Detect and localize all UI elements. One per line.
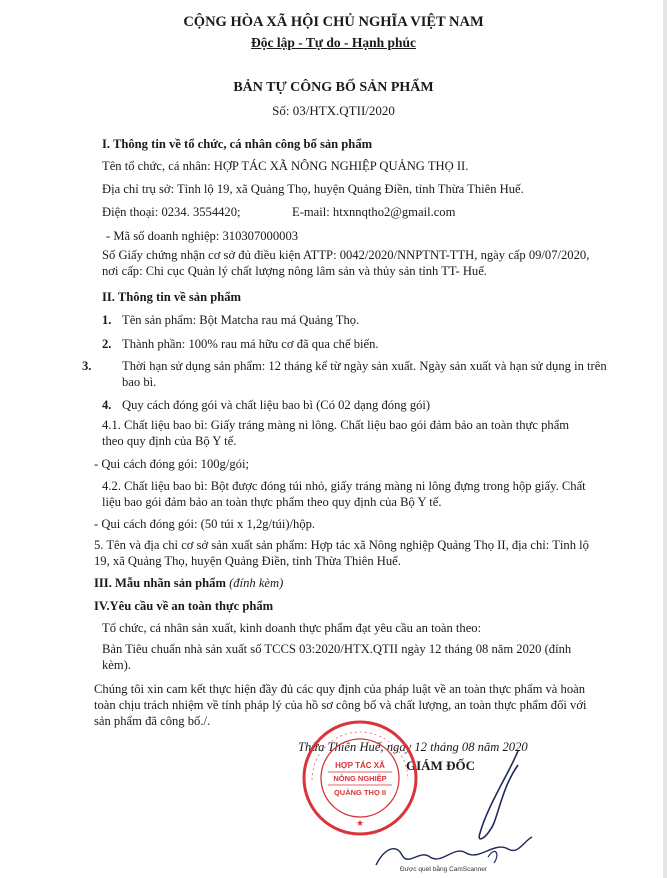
food-safety-certificate: Số Giấy chứng nhận cơ sở đủ điều kiện ATTP: 0042/2020/NNPTNT-TTH, ngày cấp 09/07/2020, nơi cấp: Chi cục Quản lý chất lượng nông lâm sản và thủy sản tỉnh TT- Huế. <box>102 248 590 278</box>
org-name: Tên tổ chức, cá nhân: HỢP TÁC XÃ NÔNG NGHIỆP QUẢNG THỌ II. <box>102 159 469 173</box>
producer-info: 5. Tên và địa chỉ cơ sở sản xuất sản phẩm: Hợp tác xã Nông nghiệp Quảng Thọ II, địa chỉ: Tỉnh lộ 19, xã Quảng Thọ, huyện Quảng Điền, tỉnh Thừa Thiên Huế. <box>94 538 589 568</box>
place-date: Thừa Thiên Huế, ngày 12 tháng 08 năm 2020 <box>298 740 528 754</box>
stamp-line-3: QUẢNG THỌ II <box>333 788 387 797</box>
document-title: BẢN TỰ CÔNG BỐ SẢN PHẨM <box>233 80 434 95</box>
org-email: E-mail: htxnnqtho2@gmail.com <box>292 205 456 219</box>
nation-header: CỘNG HÒA XÃ HỘI CHỦ NGHĨA VIỆT NAM <box>183 14 484 30</box>
section3-heading <box>94 575 594 591</box>
item-number: 4. <box>102 398 112 412</box>
business-code: - Mã số doanh nghiệp: 310307000003 <box>106 229 299 243</box>
section3-note: (đính kèm) <box>229 576 284 590</box>
commitment-statement: Chúng tôi xin cam kết thực hiện đầy đủ các quy định của pháp luật về an toàn thực phẩm và hoàn toàn chịu trách nhiệm về tính pháp lý của hồ sơ công bố và chất lượng, an toàn thực phẩm đối với sản phẩm đã công bố./. <box>94 682 587 728</box>
stamp-line-2: NÔNG NGHIỆP <box>333 774 387 783</box>
section3-title: III. Mẫu nhãn sản phẩm <box>94 576 226 590</box>
product-item-4 <box>102 397 602 413</box>
org-address: Địa chỉ trụ sở: Tỉnh lộ 19, xã Quảng Thọ, huyện Quảng Điền, tỉnh Thừa Thiên Huế. <box>102 182 524 196</box>
signer-title: GIÁM ĐỐC <box>406 758 475 773</box>
motto <box>0 35 667 51</box>
item-text: Thời hạn sử dụng sản phẩm: 12 tháng kể từ ngày sản xuất. Ngày sản xuất và hạn sử dụng in trên bao bì. <box>122 359 607 389</box>
product-item-3 <box>82 358 610 390</box>
packaging-2-spec: - Qui cách đóng gói: (50 túi x 1,2g/túi)/hộp. <box>94 517 316 531</box>
packaging-1-material: 4.1. Chất liệu bao bì: Giấy tráng màng ni lông. Chất liệu bao gói đảm bảo an toàn thực phẩm theo quy định của Bộ Y tế. <box>102 418 570 448</box>
safety-line-1: Tổ chức, cá nhân sản xuất, kinh doanh thực phẩm đạt yêu cầu an toàn theo: <box>102 621 482 635</box>
org-phone: Điện thoại: 0234. 3554420; <box>102 205 241 219</box>
item-number: 3. <box>82 359 92 373</box>
business-code-text: Mã số doanh nghiệp: 310307000003 <box>113 229 299 243</box>
item-number: 2. <box>102 337 112 351</box>
stamp-line-1: HỢP TÁC XÃ <box>335 761 385 770</box>
item-text: Tên sản phẩm: Bột Matcha rau má Quảng Thọ. <box>122 313 360 327</box>
product-item-2 <box>102 336 602 352</box>
handwritten-signature <box>368 745 538 875</box>
scanner-watermark: Được quét bằng CamScanner <box>400 866 488 873</box>
star-icon: ★ <box>355 818 365 828</box>
motto-text: Độc lập - Tự do - Hạnh phúc <box>250 35 417 50</box>
item-text: Thành phần: 100% rau má hữu cơ đã qua chế biến. <box>122 337 379 351</box>
item-text: Quy cách đóng gói và chất liệu bao bì (Có 02 dạng đóng gói) <box>122 398 431 412</box>
packaging-1-spec: - Qui cách đóng gói: 100g/gói; <box>94 457 249 471</box>
section2-heading: II. Thông tin về sản phẩm <box>102 290 242 304</box>
section4-heading: IV.Yêu cầu về an toàn thực phẩm <box>94 599 274 613</box>
safety-line-2: Bản Tiêu chuẩn nhà sản xuất số TCCS 03:2020/HTX.QTII ngày 12 tháng 08 năm 2020 (đính kèm). <box>102 642 572 672</box>
product-item-1 <box>102 312 602 328</box>
item-number: 1. <box>102 313 112 327</box>
document-number: Số: 03/HTX.QTII/2020 <box>272 103 395 118</box>
packaging-2-material: 4.2. Chất liệu bao bì: Bột được đóng túi nhỏ, giấy tráng màng ni lông đựng trong hộp giấy. Chất liệu bao gói đảm bảo an toàn thực phẩm theo quy định của Bộ Y tế. <box>102 479 586 509</box>
section1-heading: I. Thông tin về tổ chức, cá nhân công bố sản phẩm <box>102 137 373 151</box>
